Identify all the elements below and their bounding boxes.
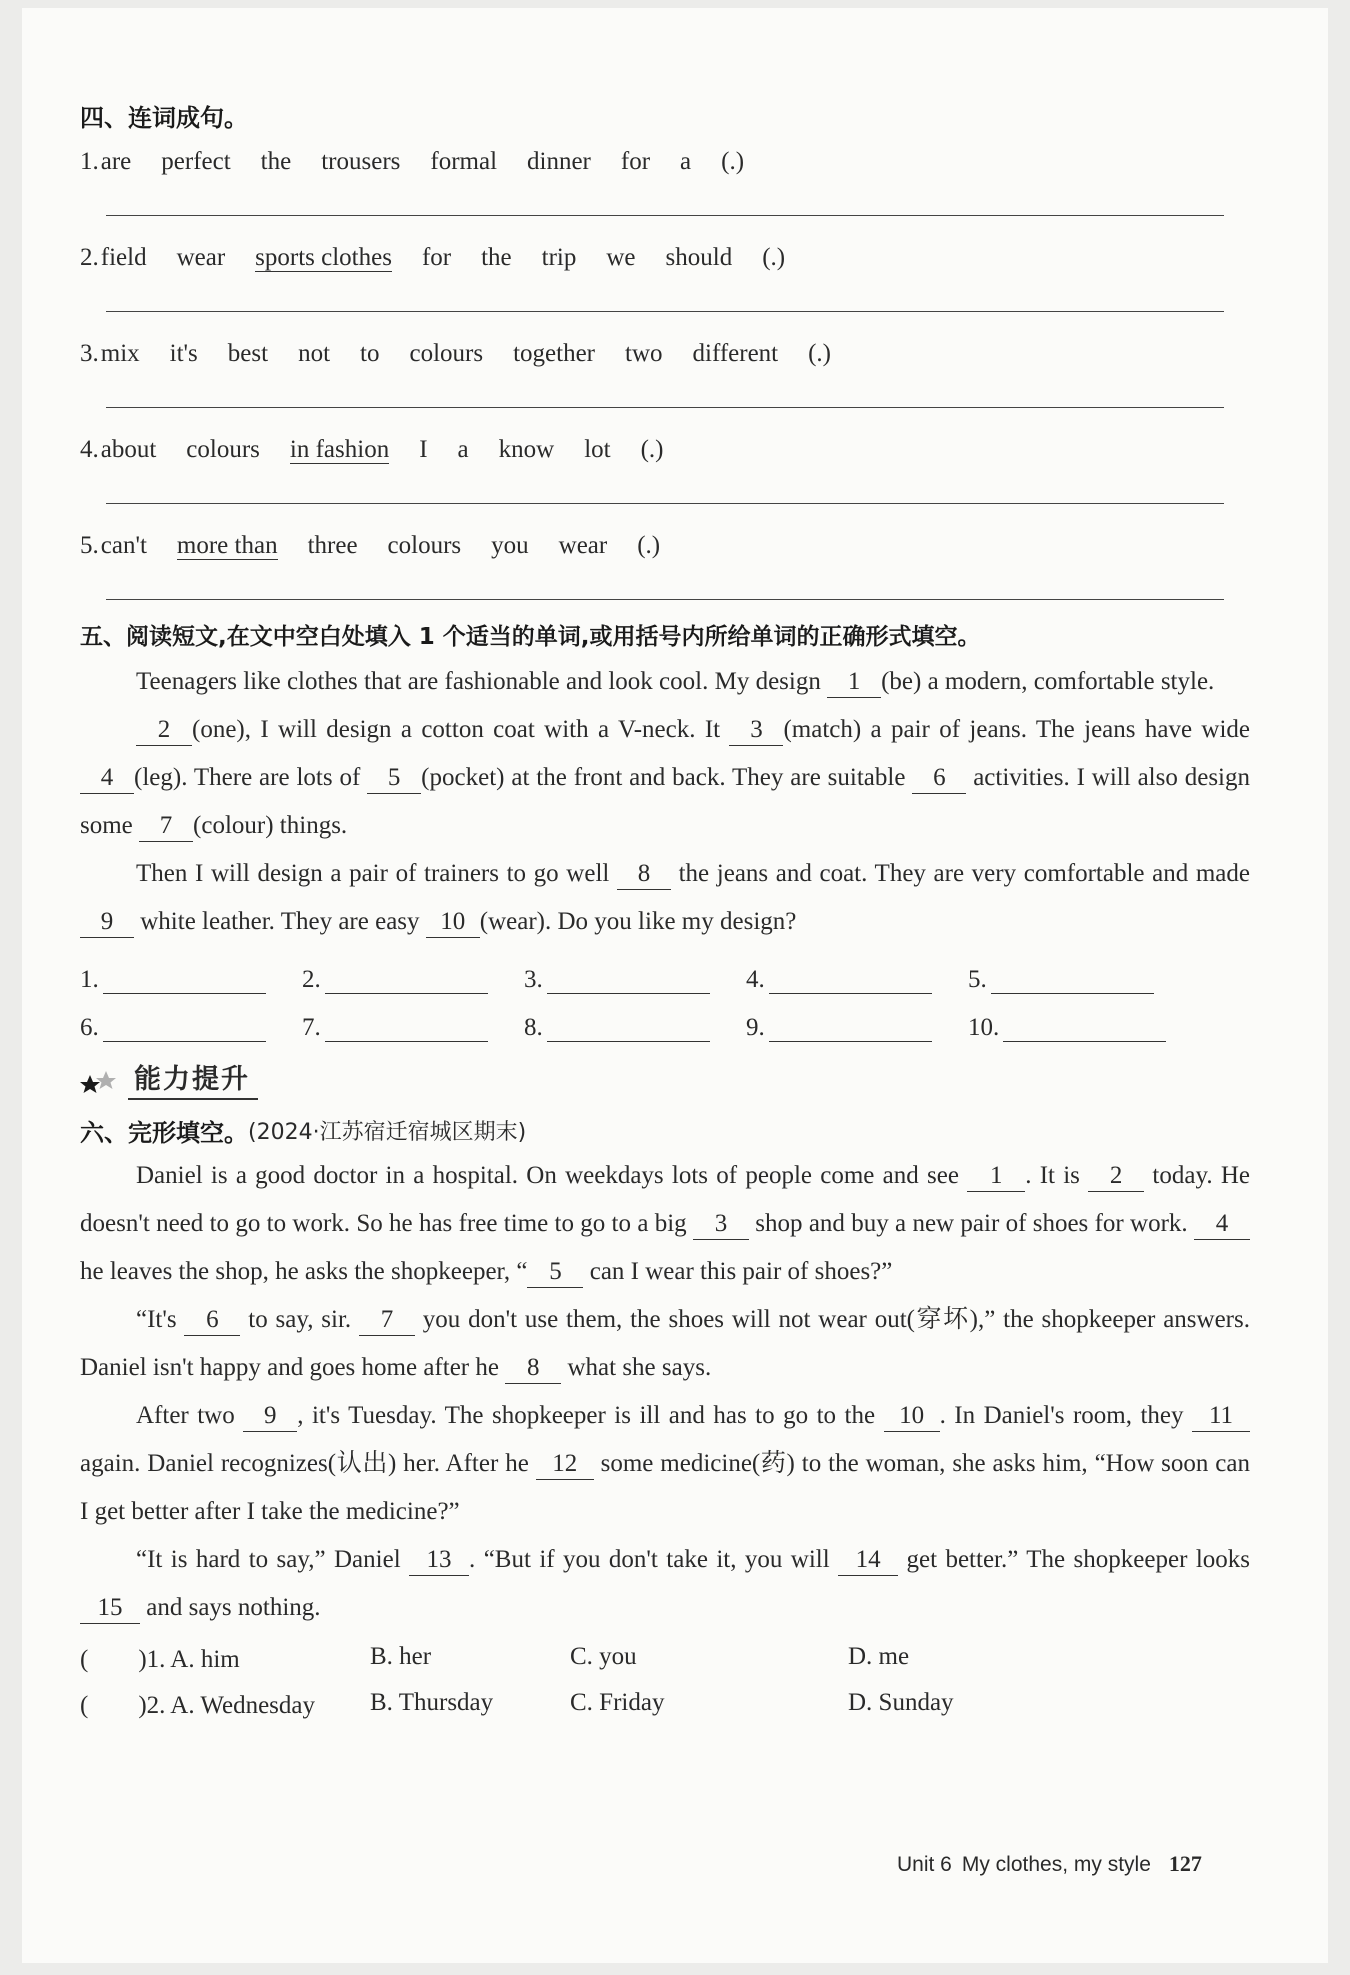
option-d[interactable]: D. Sunday: [848, 1689, 954, 1716]
banner-title: 能力提升: [128, 1057, 258, 1100]
word: a: [680, 148, 692, 175]
option-row: [80, 1680, 1250, 1726]
blank-7[interactable]: 7: [139, 811, 193, 842]
word: colours: [186, 436, 260, 463]
option-a[interactable]: ( )1. A. him: [80, 1646, 240, 1673]
word: colours: [387, 532, 462, 559]
text: he leaves the shop, he asks the shopkeeper, “: [80, 1258, 528, 1285]
answer-blank[interactable]: [769, 1014, 932, 1042]
word: for: [620, 148, 651, 175]
word: colours: [409, 340, 484, 367]
option-c[interactable]: C. you: [570, 1643, 637, 1670]
answer-blank[interactable]: [547, 1014, 710, 1042]
blank-4[interactable]: 4: [80, 763, 134, 794]
answer-slot: [968, 1014, 1190, 1042]
answer-line[interactable]: [106, 570, 1224, 600]
blank-8[interactable]: 8: [617, 859, 671, 890]
text: “It is hard to say,” Daniel: [136, 1546, 410, 1573]
cloze-blank-3[interactable]: 3: [693, 1209, 749, 1240]
text: . In Daniel's room, they: [939, 1402, 1193, 1429]
section-6-header: [80, 1108, 1250, 1152]
word: field: [100, 244, 147, 271]
option-b[interactable]: B. Thursday: [370, 1689, 494, 1716]
word: wear: [176, 244, 226, 271]
word: (.): [808, 340, 832, 367]
cloze-blank-8[interactable]: 8: [505, 1353, 561, 1384]
answer-slot: [968, 966, 1190, 994]
blank-5[interactable]: 5: [367, 763, 421, 794]
s5-paragraph-3: [80, 850, 1250, 946]
answer-label: 8.: [524, 1014, 543, 1041]
cloze-options: [80, 1634, 1250, 1726]
text: white leather. They are easy: [134, 908, 426, 935]
s5-paragraph-2: [80, 706, 1250, 850]
word: it's: [169, 340, 198, 367]
s5-paragraph-1: [80, 658, 1250, 706]
s6-paragraph-1: [80, 1152, 1250, 1296]
word: lot: [584, 436, 611, 463]
word: wear: [558, 532, 608, 559]
text: (colour) things.: [193, 812, 348, 839]
answer-label: 2.: [302, 966, 321, 993]
footer-title: My clothes, my style: [961, 1853, 1151, 1876]
cloze-blank-13[interactable]: 13: [409, 1545, 469, 1576]
item-number: 1.: [80, 148, 99, 175]
word: (.): [640, 436, 664, 463]
word: three: [307, 532, 358, 559]
sentence-item: [80, 330, 1250, 378]
cloze-blank-15[interactable]: 15: [80, 1593, 140, 1624]
s6-paragraph-3: [80, 1392, 1250, 1536]
word: (.): [762, 244, 786, 271]
section-6-source: (2024·江苏宿迁宿城区期末): [248, 1119, 527, 1145]
word: a: [457, 436, 469, 463]
answer-line[interactable]: [106, 186, 1224, 216]
sentence-item: [80, 138, 1250, 186]
word: different: [692, 340, 779, 367]
cloze-blank-9[interactable]: 9: [243, 1401, 297, 1432]
answer-blank[interactable]: [103, 1014, 266, 1042]
blank-3[interactable]: 3: [729, 715, 783, 746]
answer-slot: [746, 1014, 968, 1042]
text: some medicine(药) to the woman, she asks him, “How soon can I get better after I take the medicine?”: [80, 1450, 1251, 1525]
cloze-blank-12[interactable]: 12: [536, 1449, 594, 1480]
item-number: 2.: [80, 244, 99, 271]
option-row: [80, 1634, 1250, 1680]
word: the: [260, 148, 292, 175]
word: to: [360, 340, 380, 367]
word: trip: [541, 244, 577, 271]
page-footer: [897, 1851, 1202, 1877]
answer-blank[interactable]: [325, 966, 488, 994]
word: we: [606, 244, 636, 271]
answer-line[interactable]: [106, 282, 1224, 312]
answer-blank[interactable]: [769, 966, 932, 994]
page-content: [80, 98, 1250, 1726]
text: “It's: [136, 1306, 185, 1333]
answer-label: 10.: [968, 1014, 1000, 1041]
sentence-item: [80, 234, 1250, 282]
text: . It is: [1025, 1162, 1089, 1189]
text: (one), I will design a cotton coat with a V-neck. It: [192, 716, 730, 743]
word: perfect: [161, 148, 231, 175]
option-c[interactable]: C. Friday: [570, 1689, 665, 1716]
answer-label: 1.: [80, 966, 99, 993]
answer-blank[interactable]: [547, 966, 710, 994]
text: shop and buy a new pair of shoes for work.: [748, 1210, 1194, 1237]
text: the jeans and coat. They are very comfortable and made: [670, 860, 1250, 887]
word: I: [419, 436, 428, 463]
item-number: 4.: [80, 436, 99, 463]
blank-6[interactable]: 6: [912, 763, 966, 794]
text: (match) a pair of jeans. The jeans have wide: [783, 716, 1250, 743]
cloze-blank-2[interactable]: 2: [1088, 1161, 1144, 1192]
word: trousers: [321, 148, 401, 175]
word: (.): [637, 532, 661, 559]
text: , it's Tuesday. The shopkeeper is ill and has to go to the: [297, 1402, 884, 1429]
answer-blank[interactable]: [1003, 1014, 1166, 1042]
word: not: [298, 340, 331, 367]
ability-banner: [80, 1048, 1250, 1108]
cloze-blank-4[interactable]: 4: [1194, 1209, 1250, 1240]
word: the: [481, 244, 512, 271]
section-5-title: 五、阅读短文,在文中空白处填入 1 个适当的单词,或用括号内所给单词的正确形式填空。: [80, 624, 981, 650]
answer-slot: [302, 966, 524, 994]
text: you don't use them, the shoes will not wear out(穿坏),” the shopkeeper answers. Daniel isn't happy and goes home after he: [80, 1306, 1250, 1381]
cloze-blank-10[interactable]: 10: [884, 1401, 940, 1432]
page-number: 127: [1168, 1851, 1202, 1876]
answer-label: 7.: [302, 1014, 321, 1041]
word: know: [498, 436, 555, 463]
word: for: [421, 244, 452, 271]
word: together: [513, 340, 595, 367]
word: more than: [176, 531, 278, 559]
word: are: [100, 148, 132, 175]
sentence-item: [80, 522, 1250, 570]
word: sports clothes: [255, 243, 392, 271]
text: . “But if you don't take it, you will: [469, 1546, 839, 1573]
answer-line[interactable]: [106, 474, 1224, 504]
answer-blank[interactable]: [325, 1014, 488, 1042]
text: again. Daniel recognizes(认出) her. After he: [80, 1450, 536, 1477]
s6-paragraph-2: [80, 1296, 1250, 1392]
text: Daniel is a good doctor in a hospital. On weekdays lots of people come and see: [136, 1162, 968, 1189]
cloze-blank-11[interactable]: 11: [1192, 1401, 1250, 1432]
text: and says nothing.: [140, 1594, 321, 1621]
text: what she says.: [561, 1354, 712, 1381]
cloze-blank-6[interactable]: 6: [184, 1305, 240, 1336]
answer-slot: [80, 966, 302, 994]
blank-9[interactable]: 9: [80, 907, 134, 938]
word: two: [625, 340, 663, 367]
word: about: [100, 436, 157, 463]
s6-paragraph-4: [80, 1536, 1250, 1632]
answer-slot: [524, 1014, 746, 1042]
answer-label: 6.: [80, 1014, 99, 1041]
text: (pocket) at the front and back. They are suitable: [421, 764, 913, 791]
option-d[interactable]: D. me: [848, 1643, 910, 1670]
section-4-title: 四、连词成句。: [80, 104, 248, 132]
answer-label: 5.: [968, 966, 987, 993]
text: can I wear this pair of shoes?”: [583, 1258, 893, 1285]
answer-row-1: [80, 946, 1250, 994]
cloze-blank-14[interactable]: 14: [838, 1545, 898, 1576]
workbook-page: [22, 8, 1328, 1963]
cloze-blank-7[interactable]: 7: [359, 1305, 415, 1336]
blank-1[interactable]: 1: [827, 667, 881, 698]
text: Teenagers like clothes that are fashionable and look cool. My design: [136, 668, 828, 695]
text: today. He doesn't need to go to work. So he has free time to go to a big: [80, 1162, 1250, 1237]
cloze-blank-1[interactable]: 1: [967, 1161, 1025, 1192]
word: can't: [100, 532, 147, 559]
answer-slot: [302, 1014, 524, 1042]
blank-10[interactable]: 10: [426, 907, 480, 938]
text: Then I will design a pair of trainers to go well: [136, 860, 617, 887]
option-a[interactable]: ( )2. A. Wednesday: [80, 1692, 315, 1719]
item-number: 5.: [80, 532, 99, 559]
answer-slot: [524, 966, 746, 994]
sentence-item: [80, 426, 1250, 474]
section-6-title: 六、完形填空。: [80, 1118, 248, 1147]
answer-label: 9.: [746, 1014, 765, 1041]
answer-slot: [80, 1014, 302, 1042]
text: get better.” The shopkeeper looks: [898, 1546, 1250, 1573]
answer-row-2: [80, 994, 1250, 1042]
answer-line[interactable]: [106, 378, 1224, 408]
item-number: 3.: [80, 340, 99, 367]
word: best: [227, 340, 269, 367]
text: (wear). Do you like my design?: [479, 908, 797, 935]
cloze-blank-5[interactable]: 5: [527, 1257, 583, 1288]
answer-label: 3.: [524, 966, 543, 993]
word: you: [491, 532, 529, 559]
footer-unit: Unit 6: [897, 1853, 952, 1876]
word: should: [665, 244, 733, 271]
section-4-items: [80, 138, 1250, 600]
answer-blank[interactable]: [991, 966, 1154, 994]
word: formal: [430, 148, 498, 175]
stars-icon: [80, 1063, 128, 1093]
blank-2[interactable]: 2: [136, 715, 192, 746]
text: to say, sir.: [240, 1306, 359, 1333]
word: dinner: [527, 148, 591, 175]
text: activities. I will also design some: [80, 764, 1250, 839]
option-b[interactable]: B. her: [370, 1643, 432, 1670]
answer-slot: [746, 966, 968, 994]
text: (be) a modern, comfortable style.: [881, 668, 1215, 695]
answer-label: 4.: [746, 966, 765, 993]
text: After two: [136, 1402, 244, 1429]
text: (leg). There are lots of: [134, 764, 368, 791]
word: in fashion: [289, 435, 390, 463]
word: mix: [100, 340, 140, 367]
word: (.): [721, 148, 745, 175]
answer-blank[interactable]: [103, 966, 266, 994]
